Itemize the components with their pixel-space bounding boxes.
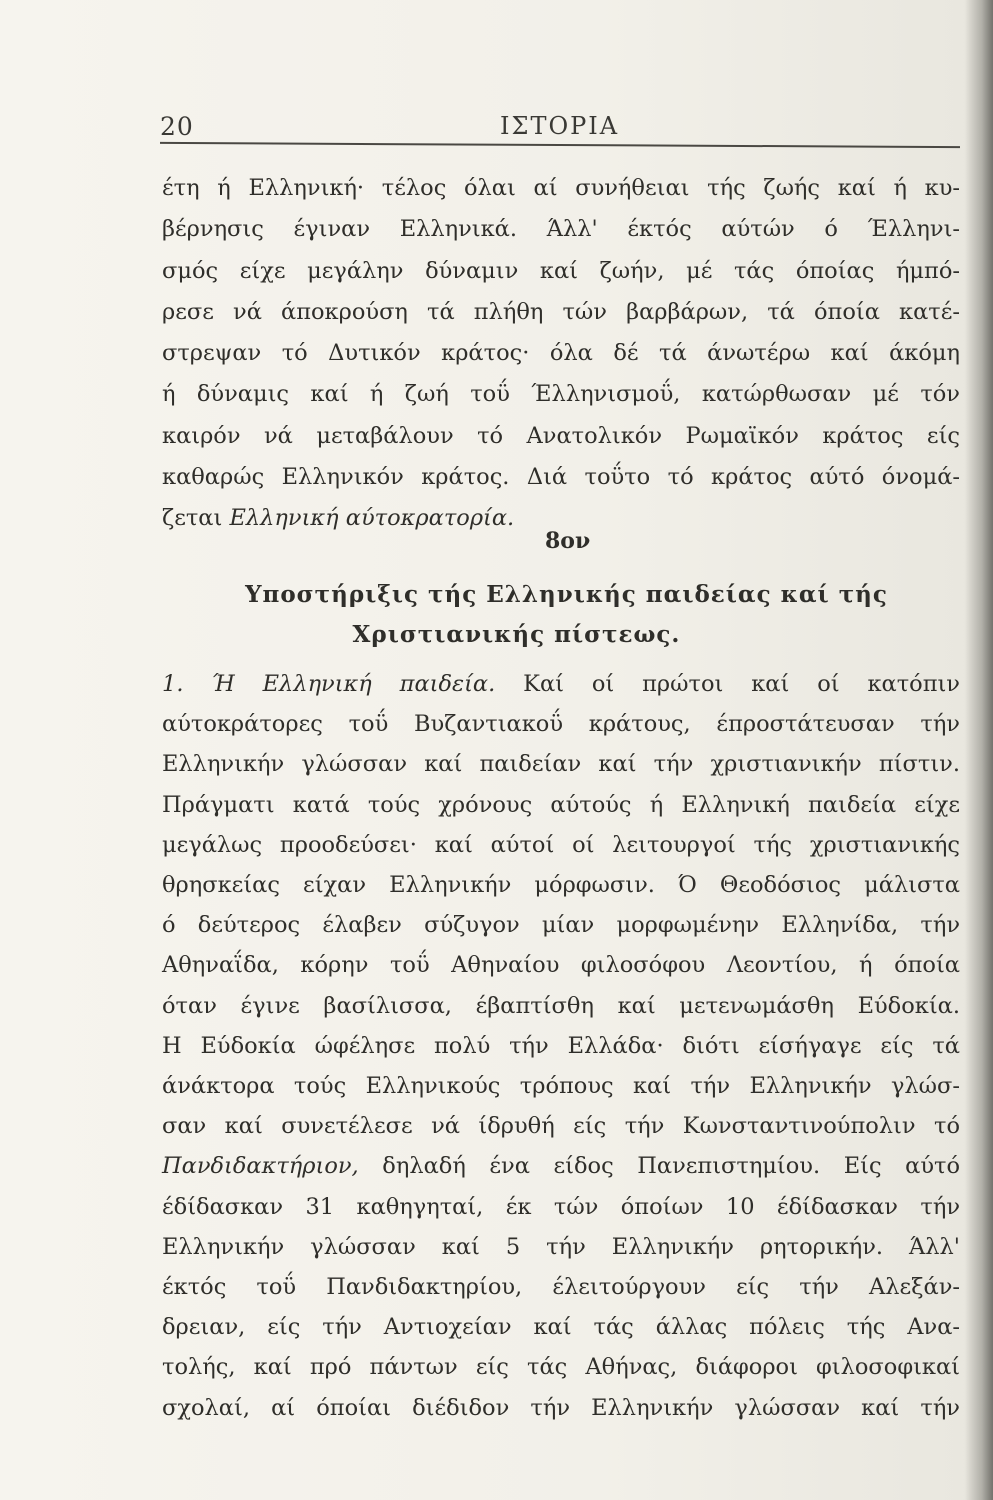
subsection-title: 1. Ή Ελληνική παιδεία. — [162, 671, 496, 697]
text-line: Η Εύδοκία ώφέλησε πολύ τήν Ελλάδα· διότι είσήγαγε είς τά — [162, 1032, 960, 1059]
text-line — [162, 1146, 960, 1186]
text-line: έδίδασκαν 31 καθηγηταί, έκ τών όποίων 10 έδίδασκαν τήν — [162, 1193, 960, 1220]
text-line: στρεψαν τό Δυτικόν κράτος· όλα δέ τά άνωτέρω καί άκόμη — [162, 340, 960, 367]
section-heading-line: Χριστιανικής πίστεως. — [352, 621, 681, 648]
text-line: καιρόν νά μεταβάλουν τό Ανατολικόν Ρωμαϊκόν κράτος είς — [162, 422, 960, 449]
text-line: Πράγματι κατά τούς χρόνους αύτούς ή Ελληνική παιδεία είχε — [162, 791, 960, 818]
text-line: όταν έγινε βασίλισσα, έβαπτίσθη καί μετενωμάσθη Εύδοκία. — [162, 992, 960, 1019]
text-line: δρειαν, είς τήν Αντιοχείαν καί τάς άλλας πόλεις τής Ανα- — [162, 1314, 960, 1341]
text-plain: δηλαδή ένα είδος Πανεπιστημίου. Είς αύτό — [358, 1153, 960, 1180]
emphasized-term: Πανδιδακτήριον, — [162, 1153, 359, 1180]
text-line: καθαρώς Ελληνικόν κράτος. Διά τοΰτο τό κράτος αύτό όνομά- — [162, 464, 960, 491]
text-line: έτη ή Ελληνική· τέλος όλαι αί συνήθειαι τής ζωής καί ή κυ- — [162, 175, 960, 201]
text-line: θρησκείας είχαν Ελληνικήν μόρφωσιν. Ό Θεοδόσιος μάλιστα — [162, 872, 960, 899]
emphasized-term: Ελληνική αύτοκρατορία. — [229, 505, 515, 532]
text-line: μεγάλως προοδεύσει· καί αύτοί οί λειτουργοί τής χριστιανικής — [162, 831, 960, 858]
paragraph-2 — [162, 664, 960, 1428]
text-line: βέρνησις έγιναν Ελληνικά. Άλλ' έκτός αύτών ό Έλληνι- — [162, 216, 960, 243]
section-heading-line: Υποστήριξις τής Ελληνικής παιδείας καί τής — [245, 581, 888, 608]
text-line — [162, 664, 960, 704]
text-line: αύτοκράτορες τοΰ Βυζαντιακοΰ κράτους, έπροστάτευσαν τήν — [162, 711, 960, 738]
paragraph-1 — [162, 168, 960, 540]
text-line: σχολαί, αί όποίαι διέδιδον τήν Ελληνικήν γλώσσαν καί τήν — [162, 1394, 960, 1421]
text-line: τολής, καί πρό πάντων είς τάς Αθήνας, διάφοροι φιλοσοφικαί — [162, 1354, 960, 1381]
text-plain: Καί οί πρώτοι καί οί κατόπιν — [495, 671, 960, 697]
text-line: έκτός τοΰ Πανδιδακτηρίου, έλειτούργουν είς τήν Αλεξάν- — [162, 1274, 960, 1301]
text-line: ρεσε νά άποκρούση τά πλήθη τών βαρβάρων, τά όποία κατέ- — [162, 298, 960, 325]
text-line: άνάκτορα τούς Ελληνικούς τρόπους καί τήν Ελληνικήν γλώσ- — [162, 1073, 960, 1100]
text-line: ό δεύτερος έλαβεν σύζυγον μίαν μορφωμένην Ελληνίδα, τήν — [162, 912, 960, 939]
text-plain: ζεται — [162, 505, 230, 532]
page-edge-shadow — [965, 0, 993, 1500]
text-line: Ελληνικήν γλώσσαν καί 5 τήν Ελληνικήν ρητορικήν. Άλλ' — [162, 1233, 960, 1260]
page-number: 20 — [160, 112, 194, 141]
section-heading — [0, 575, 993, 655]
text-line: σμός είχε μεγάλην δύναμιν καί ζωήν, μέ τάς όποίας ήμπό- — [162, 257, 960, 284]
section-number: 8ον — [545, 528, 591, 554]
text-line: Αθηναΐδα, κόρην τοΰ Αθηναίου φιλοσόφου Λεοντίου, ή όποία — [162, 952, 960, 979]
text-line: ή δύναμις καί ή ζωή τοΰ Έλληνισμοΰ, κατώρθωσαν μέ τόν — [162, 381, 960, 408]
text-line: σαν καί συνετέλεσε νά ίδρυθή είς τήν Κωνσταντινούπολιν τό — [162, 1113, 960, 1140]
text-line: Ελληνικήν γλώσσαν καί παιδείαν καί τήν χριστιανικήν πίστιν. — [162, 751, 960, 778]
running-title: ΙΣΤΟΡΙΑ — [500, 112, 620, 140]
